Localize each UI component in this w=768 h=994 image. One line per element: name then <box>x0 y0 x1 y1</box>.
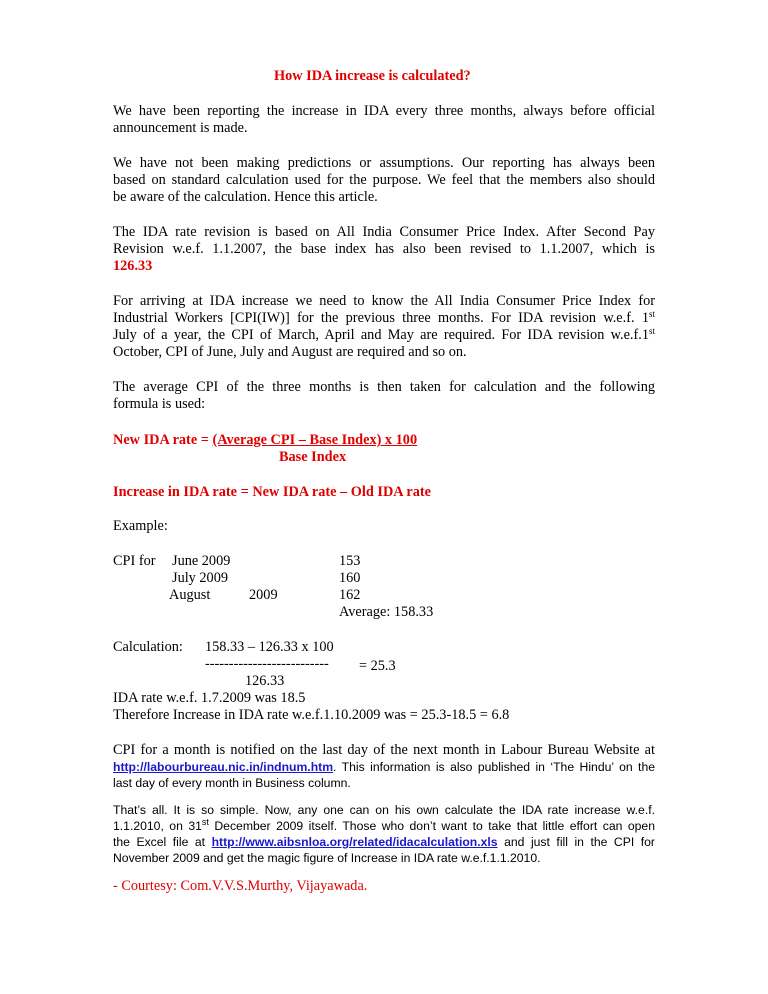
para1-line1: We have been reporting the increase in IDA every three months, always before official <box>113 103 655 119</box>
calculation-denominator: 126.33 <box>245 673 285 689</box>
calculation-result: = 25.3 <box>359 658 396 674</box>
para7-line2: 1.1.2010, on 31st December 2009 itself. Those who don’t want to take that little effort can open <box>113 817 655 833</box>
para2-line1: We have not been making predictions or assumptions. Our reporting has always been <box>113 155 655 171</box>
example-label: Example: <box>113 518 168 534</box>
para4-line3: July of a year, the CPI of March, April and May are required. For IDA revision w.e.f.1st <box>113 326 655 343</box>
para4-line4: October, CPI of June, July and August are required and so on. <box>113 344 467 360</box>
cpi-average: Average: 158.33 <box>339 604 434 620</box>
para2-line3: be aware of the calculation. Hence this article. <box>113 189 378 205</box>
base-index-value: 126.33 <box>113 258 153 274</box>
formula-denominator: Base Index <box>279 449 347 465</box>
para3-line2: Revision w.e.f. 1.1.2007, the base index has also been revised to 1.1.2007, which is <box>113 241 655 257</box>
cpi-year-3: 2009 <box>249 587 278 603</box>
para3-line1: The IDA rate revision is based on All India Consumer Price Index. After Second Pay <box>113 224 655 240</box>
cpi-month-1: June 2009 <box>172 553 231 569</box>
ida-increase-result: Therefore Increase in IDA rate w.e.f.1.10.2009 was = 25.3-18.5 = 6.8 <box>113 707 510 723</box>
document-title: How IDA increase is calculated? <box>274 68 471 84</box>
para4-line1: For arriving at IDA increase we need to know the All India Consumer Price Index for <box>113 293 655 309</box>
para5-line2: formula is used: <box>113 396 206 412</box>
para7-line1: That’s all. It is so simple. Now, any one can on his own calculate the IDA rate increase w.e.f. <box>113 803 655 817</box>
para2-line2: based on standard calculation used for the purpose. We feel that the members also should <box>113 172 655 188</box>
cpi-value-2: 160 <box>339 570 361 586</box>
formula-increase: Increase in IDA rate = New IDA rate – Old IDA rate <box>113 484 432 500</box>
para4-line2: Industrial Workers [CPI(IW)] for the previous three months. For IDA revision w.e.f. 1st <box>113 309 655 326</box>
labour-bureau-link[interactable]: http://labourbureau.nic.in/indnum.htm <box>113 760 334 774</box>
para7-line4: November 2009 and get the magic figure of Increase in IDA rate w.e.f.1.1.2010. <box>113 851 541 865</box>
formula-numerator-line: New IDA rate = (Average CPI – Base Index) x 100 <box>113 432 418 448</box>
courtesy-line: - Courtesy: Com.V.V.S.Murthy, Vijayawada. <box>113 878 368 894</box>
para7-line3: the Excel file at http://www.aibsnloa.org/related/idacalculation.xls and just fill in the CPI for <box>113 835 655 849</box>
cpi-month-2: July 2009 <box>172 570 229 586</box>
calculation-numerator: 158.33 – 126.33 x 100 <box>205 639 334 655</box>
para6-line3: last day of every month in Business column. <box>113 776 351 790</box>
para5-line1: The average CPI of the three months is then taken for calculation and the following <box>113 379 655 395</box>
cpi-value-1: 153 <box>339 553 361 569</box>
para6-line2: http://labourbureau.nic.in/indnum.htm. This information is also published in ‘The Hindu’ on the <box>113 760 655 774</box>
para6-line1: CPI for a month is notified on the last day of the next month in Labour Bureau Website at <box>113 742 655 758</box>
excel-file-link[interactable]: http://www.aibsnloa.org/related/idacalculation.xls <box>211 835 498 849</box>
cpi-for-label: CPI for <box>113 553 156 569</box>
calculation-label: Calculation: <box>113 639 183 655</box>
old-ida-rate: IDA rate w.e.f. 1.7.2009 was 18.5 <box>113 690 306 706</box>
calculation-dashes: -------------------------- <box>205 656 329 672</box>
cpi-month-3: August <box>169 587 211 603</box>
para1-line2: announcement is made. <box>113 120 248 136</box>
cpi-value-3: 162 <box>339 587 361 603</box>
